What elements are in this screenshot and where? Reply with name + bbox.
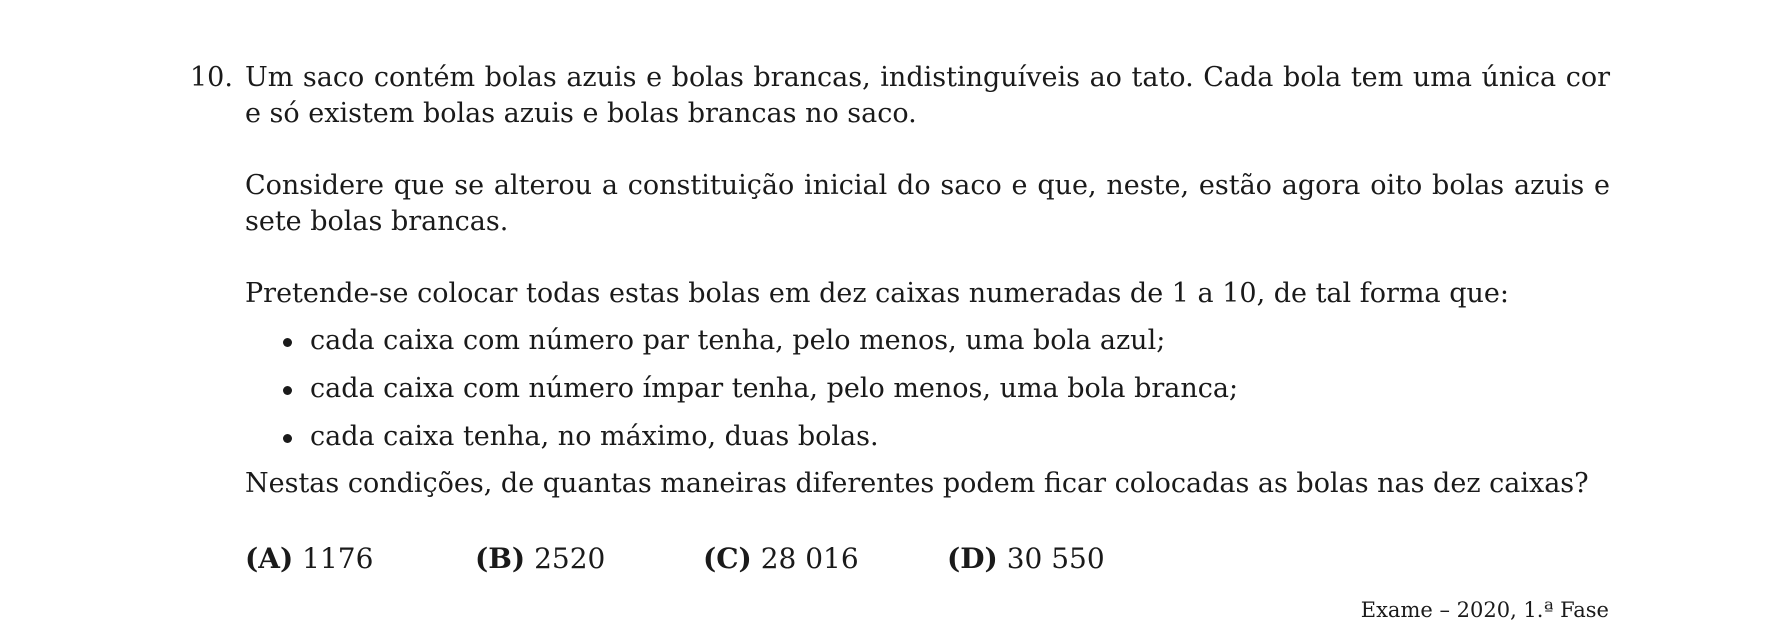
option-letter: (C) [703, 542, 752, 575]
option-letter: (A) [245, 542, 294, 575]
option-value: 30 550 [1006, 542, 1105, 575]
bullet-icon [283, 434, 292, 443]
answer-options [0, 541, 1785, 581]
option-value: 28 016 [760, 542, 859, 575]
condition-item [245, 323, 1610, 359]
condition-item [245, 419, 1610, 455]
question-paragraph-2: Considere que se alterou a constituição inicial do saco e que, neste, estão agora oito bolas azuis e sete bolas brancas. [245, 170, 1610, 237]
condition-item [245, 371, 1610, 407]
option-b[interactable] [475, 541, 605, 577]
option-a[interactable] [245, 541, 373, 577]
question-body [245, 60, 1610, 502]
option-d[interactable] [947, 541, 1105, 577]
condition-text: cada caixa com número par tenha, pelo menos, uma bola azul; [310, 325, 1166, 356]
condition-text: cada caixa tenha, no máximo, duas bolas. [310, 421, 879, 452]
question-prompt: Nestas condições, de quantas maneiras diferentes podem ficar colocadas as bolas nas dez caixas? [245, 468, 1589, 499]
option-c[interactable] [703, 541, 859, 577]
question-number: 10. [190, 62, 233, 93]
option-value: 1176 [302, 542, 374, 575]
bullet-icon [283, 338, 292, 347]
conditions-list [245, 323, 1610, 455]
bullet-icon [283, 386, 292, 395]
exam-source: Exame – 2020, 1.ª Fase [1360, 598, 1609, 622]
option-letter: (D) [947, 542, 998, 575]
question-paragraph-1: Um saco contém bolas azuis e bolas brancas, indistinguíveis ao tato. Cada bola tem uma única cor e só existem bolas azuis e bolas brancas no saco. [245, 62, 1610, 129]
question-paragraph-3: Pretende-se colocar todas estas bolas em dez caixas numeradas de 1 a 10, de tal forma que: [245, 278, 1509, 309]
option-value: 2520 [534, 542, 606, 575]
condition-text: cada caixa com número ímpar tenha, pelo menos, uma bola branca; [310, 373, 1239, 404]
option-letter: (B) [475, 542, 526, 575]
